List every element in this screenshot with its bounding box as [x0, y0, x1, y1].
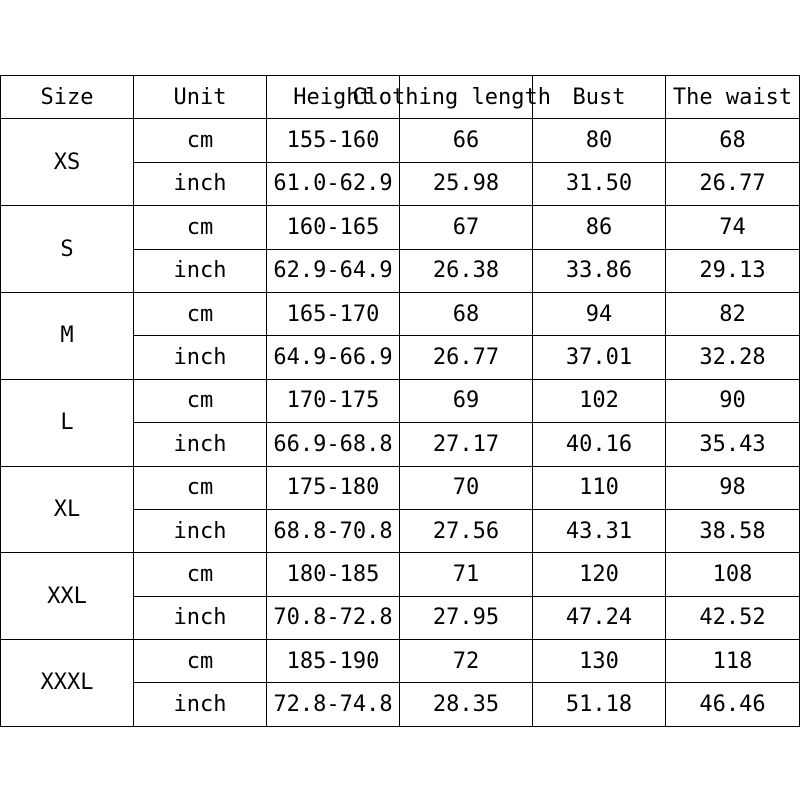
bust-cell: 120: [533, 553, 666, 596]
unit-cell: inch: [134, 249, 267, 292]
height-cell: 66.9-68.8: [267, 423, 400, 466]
clothing-length-cell: 72: [400, 640, 533, 683]
height-cell: 61.0-62.9: [267, 162, 400, 205]
size-cell: XL: [1, 466, 134, 553]
size-chart-table: [0, 75, 800, 727]
height-cell: 180-185: [267, 553, 400, 596]
table-row: [1, 466, 800, 509]
bust-cell: 47.24: [533, 596, 666, 639]
unit-cell: cm: [134, 379, 267, 422]
clothing-length-cell: 26.38: [400, 249, 533, 292]
unit-cell: inch: [134, 683, 267, 726]
waist-cell: 35.43: [666, 423, 800, 466]
unit-cell: cm: [134, 640, 267, 683]
size-cell: XXL: [1, 553, 134, 640]
height-cell: 185-190: [267, 640, 400, 683]
clothing-length-cell: 70: [400, 466, 533, 509]
waist-cell: 74: [666, 206, 800, 249]
table-row: [1, 379, 800, 422]
clothing-length-cell: 25.98: [400, 162, 533, 205]
unit-cell: cm: [134, 466, 267, 509]
waist-cell: 26.77: [666, 162, 800, 205]
waist-cell: 90: [666, 379, 800, 422]
unit-cell: inch: [134, 162, 267, 205]
clothing-length-cell: 28.35: [400, 683, 533, 726]
waist-cell: 82: [666, 292, 800, 335]
unit-cell: cm: [134, 553, 267, 596]
table-row: [1, 640, 800, 683]
clothing-length-cell: 71: [400, 553, 533, 596]
bust-cell: 130: [533, 640, 666, 683]
height-cell: 68.8-70.8: [267, 509, 400, 552]
bust-cell: 94: [533, 292, 666, 335]
bust-cell: 37.01: [533, 336, 666, 379]
table-row: [1, 553, 800, 596]
unit-cell: inch: [134, 423, 267, 466]
header-bust: Bust: [533, 76, 666, 119]
height-cell: 155-160: [267, 119, 400, 162]
clothing-length-cell: 27.17: [400, 423, 533, 466]
height-cell: 62.9-64.9: [267, 249, 400, 292]
header-size: Size: [1, 76, 134, 119]
clothing-length-cell: 68: [400, 292, 533, 335]
waist-cell: 68: [666, 119, 800, 162]
header-unit: Unit: [134, 76, 267, 119]
clothing-length-cell: 69: [400, 379, 533, 422]
unit-cell: cm: [134, 292, 267, 335]
waist-cell: 118: [666, 640, 800, 683]
bust-cell: 102: [533, 379, 666, 422]
height-cell: 70.8-72.8: [267, 596, 400, 639]
header-clothing-length-text: Clothing length: [352, 84, 551, 110]
waist-cell: 108: [666, 553, 800, 596]
height-cell: 165-170: [267, 292, 400, 335]
clothing-length-cell: 66: [400, 119, 533, 162]
clothing-length-cell: 27.95: [400, 596, 533, 639]
bust-cell: 31.50: [533, 162, 666, 205]
bust-cell: 80: [533, 119, 666, 162]
unit-cell: cm: [134, 119, 267, 162]
height-cell: 64.9-66.9: [267, 336, 400, 379]
header-waist: The waist: [666, 76, 800, 119]
clothing-length-cell: 67: [400, 206, 533, 249]
bust-cell: 86: [533, 206, 666, 249]
unit-cell: inch: [134, 336, 267, 379]
bust-cell: 40.16: [533, 423, 666, 466]
waist-cell: 46.46: [666, 683, 800, 726]
waist-cell: 42.52: [666, 596, 800, 639]
waist-cell: 38.58: [666, 509, 800, 552]
bust-cell: 33.86: [533, 249, 666, 292]
waist-cell: 32.28: [666, 336, 800, 379]
size-cell: XXXL: [1, 640, 134, 727]
waist-cell: 29.13: [666, 249, 800, 292]
height-cell: 160-165: [267, 206, 400, 249]
height-cell: 72.8-74.8: [267, 683, 400, 726]
header-clothing-length: [352, 76, 551, 119]
table-row: [1, 206, 800, 249]
clothing-length-cell: 27.56: [400, 509, 533, 552]
size-cell: M: [1, 292, 134, 379]
bust-cell: 51.18: [533, 683, 666, 726]
bust-cell: 110: [533, 466, 666, 509]
waist-cell: 98: [666, 466, 800, 509]
bust-cell: 43.31: [533, 509, 666, 552]
size-cell: L: [1, 379, 134, 466]
header-row: [1, 76, 800, 119]
unit-cell: inch: [134, 596, 267, 639]
unit-cell: cm: [134, 206, 267, 249]
header-height: Height: [267, 76, 400, 119]
height-cell: 170-175: [267, 379, 400, 422]
height-cell: 175-180: [267, 466, 400, 509]
size-cell: S: [1, 206, 134, 293]
table-row: [1, 292, 800, 335]
clothing-length-cell: 26.77: [400, 336, 533, 379]
table-row: [1, 119, 800, 162]
unit-cell: inch: [134, 509, 267, 552]
size-cell: XS: [1, 119, 134, 206]
